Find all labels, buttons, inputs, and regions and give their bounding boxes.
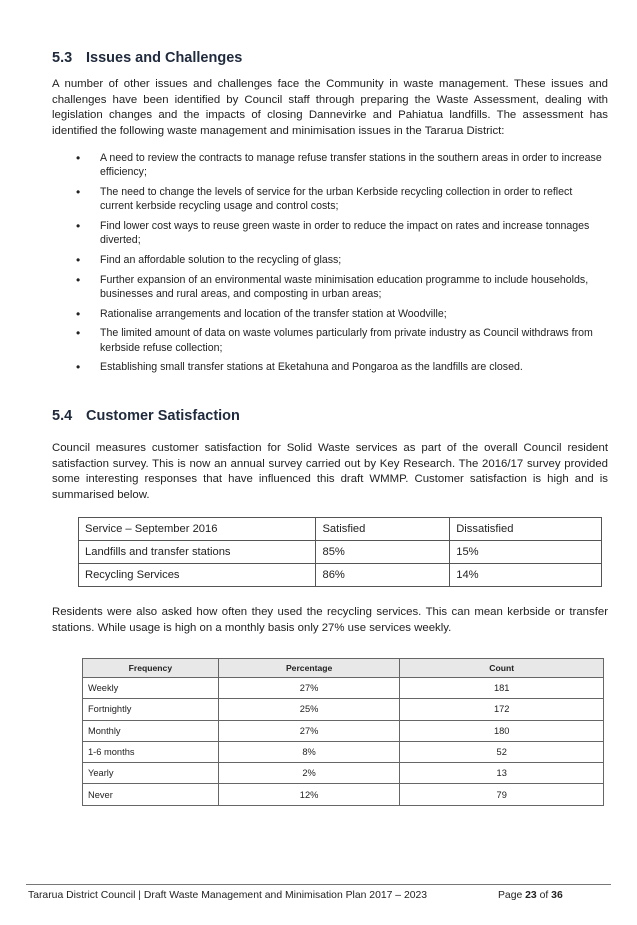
table-cell: Monthly: [83, 720, 219, 741]
list-item: • Establishing small transfer stations at Eketahuna and Pongaroa as the landfills are closed.: [76, 360, 606, 374]
issues-list: [76, 151, 606, 380]
table-cell: 86%: [316, 564, 450, 587]
list-item: • Find an affordable solution to the recycling of glass;: [76, 253, 606, 267]
section-number: 5.3: [52, 50, 73, 66]
table-cell: 27%: [218, 720, 400, 741]
table-row: [79, 564, 602, 587]
table-cell: 180: [400, 720, 604, 741]
table-cell: Landfills and transfer stations: [79, 541, 316, 564]
table-header-cell: Service – September 2016: [79, 518, 316, 541]
table-cell: 85%: [316, 541, 450, 564]
table-header-row: [79, 518, 602, 541]
table-cell: 15%: [450, 541, 602, 564]
section-5-3-intro: A number of other issues and challenges face the Community in waste management. These issues and challenges have been identified by Council staff through preparing the Waste Assessment, dealing with legislation changes and the impacts of closing Dannevirke and Pahiatua landfills. The assessment has identified the following waste management and minimisation issues in the Tararua District:: [52, 78, 608, 137]
table-cell: 172: [400, 699, 604, 720]
footer-document-title: Tararua District Council | Draft Waste Management and Minimisation Plan 2017 – 2023: [28, 890, 428, 901]
table-header-cell: Percentage: [218, 659, 400, 678]
total-pages: 36: [551, 890, 563, 901]
table-header-row: [83, 659, 604, 678]
footer-divider: [26, 884, 611, 885]
usage-paragraph: Residents were also asked how often they used the recycling services. This can mean kerbside or transfer stations. While usage is high on a monthly basis only 27% use services weekly.: [52, 606, 608, 634]
frequency-table: [82, 658, 604, 806]
table-cell: 27%: [218, 678, 400, 699]
table-row: [83, 699, 604, 720]
table-cell: Never: [83, 784, 219, 805]
page-prefix: Page: [498, 890, 526, 901]
current-page: 23: [525, 890, 537, 901]
table-cell: Fortnightly: [83, 699, 219, 720]
section-title: Issues and Challenges: [86, 50, 243, 66]
table-cell: 12%: [218, 784, 400, 805]
table-row: [83, 720, 604, 741]
list-item: • A need to review the contracts to manage refuse transfer stations in the southern areas in order to increase efficiency;: [76, 151, 606, 180]
table-cell: 8%: [218, 741, 400, 762]
list-item: • Further expansion of an environmental waste minimisation education programme to include households, businesses and rural areas, and composting in urban areas;: [76, 273, 606, 302]
section-5-4-intro: Council measures customer satisfaction for Solid Waste services as part of the overall Council resident satisfaction survey. This is now an annual survey carried out by Key Research. The 2016/17 survey provided some interesting responses that have influenced this draft WMMP. Customer satisfaction is high and is summarised below.: [52, 442, 608, 501]
table-cell: 13: [400, 763, 604, 784]
list-item: • Rationalise arrangements and location of the transfer station at Woodville;: [76, 307, 606, 321]
section-title: Customer Satisfaction: [86, 408, 240, 424]
table-header-cell: Frequency: [83, 659, 219, 678]
section-5-3-heading: [52, 50, 242, 66]
list-item: • The need to change the levels of service for the urban Kerbside recycling collection in order to reflect current kerbside recycling usage and control costs;: [76, 185, 606, 214]
table-cell: 79: [400, 784, 604, 805]
table-cell: 1-6 months: [83, 741, 219, 762]
page-of: of: [536, 890, 552, 901]
table-cell: 2%: [218, 763, 400, 784]
table-cell: Weekly: [83, 678, 219, 699]
table-cell: 14%: [450, 564, 602, 587]
table-cell: Yearly: [83, 763, 219, 784]
list-item: • The limited amount of data on waste volumes particularly from private industry as Council withdraws from kerbside refuse collection;: [76, 326, 606, 355]
table-header-cell: Count: [400, 659, 604, 678]
table-row: [83, 741, 604, 762]
table-row: [79, 541, 602, 564]
table-row: [83, 678, 604, 699]
table-cell: Recycling Services: [79, 564, 316, 587]
section-5-4-heading: [52, 408, 240, 424]
table-cell: 52: [400, 741, 604, 762]
section-number: 5.4: [52, 408, 73, 424]
footer-page-number: [498, 890, 563, 901]
table-header-cell: Satisfied: [316, 518, 450, 541]
list-item: • Find lower cost ways to reuse green waste in order to reduce the impact on rates and increase tonnages diverted;: [76, 219, 606, 248]
table-cell: 181: [400, 678, 604, 699]
table-cell: 25%: [218, 699, 400, 720]
table-row: [83, 763, 604, 784]
table-header-cell: Dissatisfied: [450, 518, 602, 541]
satisfaction-table: [78, 517, 602, 587]
table-row: [83, 784, 604, 805]
